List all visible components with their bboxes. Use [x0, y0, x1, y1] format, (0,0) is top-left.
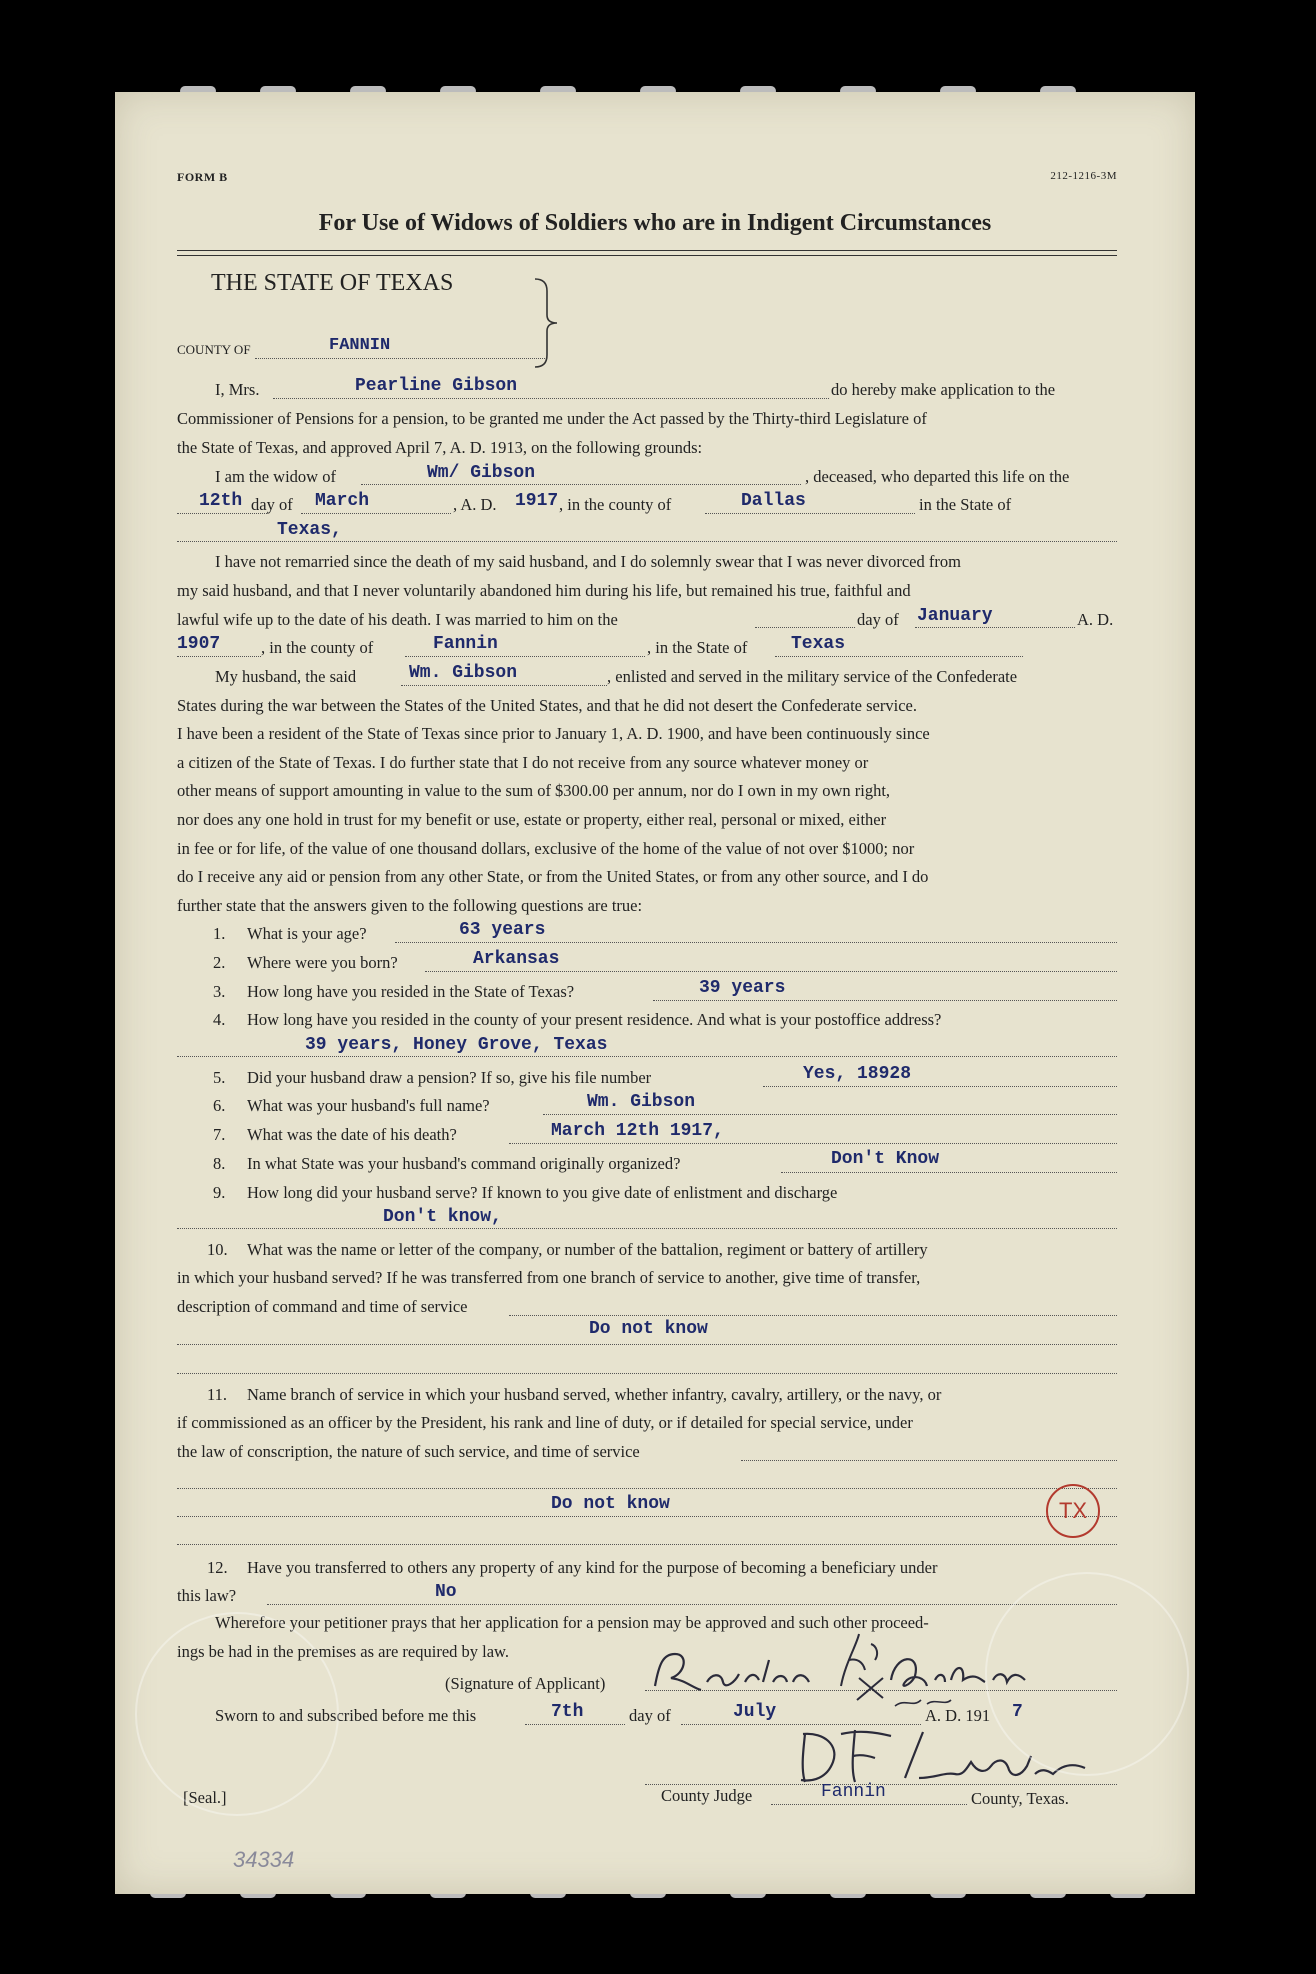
- line4-suffix: , deceased, who departed this life on the: [805, 467, 1070, 486]
- para3-prefix: My husband, the said: [215, 667, 357, 686]
- q6-text: What was your husband's full name?: [247, 1096, 490, 1115]
- q12-line: [267, 1604, 1117, 1605]
- sworn-ad: A. D. 191: [925, 1706, 991, 1725]
- closing-line1: Wherefore your petitioner prays that her application for a pension may be approved and such other proceed-: [215, 1613, 929, 1632]
- death-state: Texas,: [277, 520, 342, 540]
- para3-suffix: , enlisted and served in the military service of the Confederate: [607, 667, 1018, 686]
- q7-num: 7.: [213, 1125, 226, 1144]
- sworn-prefix: Sworn to and subscribed before me this: [215, 1706, 477, 1725]
- para2-line2: my said husband, and that I never voluntarily abandoned him during his life, but remained his true, faithful and: [177, 581, 911, 600]
- q4-answer: 39 years, Honey Grove, Texas: [305, 1035, 608, 1055]
- q11-num: 11.: [207, 1385, 228, 1404]
- husband-line: [361, 484, 801, 485]
- husband-name-2: Wm. Gibson: [409, 663, 518, 683]
- para3-line2: States during the war between the States of the United States, and that he did not desert the Confederate service.: [177, 696, 917, 715]
- q7-answer: March 12th 1917,: [551, 1121, 724, 1141]
- q11-answer: Do not know: [551, 1494, 670, 1514]
- q1-line: [395, 942, 1117, 943]
- county-line: [255, 358, 545, 359]
- para3-line3: I have been a resident of the State of Texas since prior to January 1, A. D. 1900, and have been continuously since: [177, 724, 930, 743]
- q3-line: [653, 1000, 1117, 1001]
- q12-text-l1: Have you transferred to others any property of any kind for the purpose of becoming a beneficiary under: [247, 1558, 938, 1577]
- form-number: 212-1216-3M: [1050, 170, 1117, 182]
- q10-text-l2: in which your husband served? If he was transferred from one branch of service to another, give time of transfer,: [177, 1268, 921, 1287]
- q4-num: 4.: [213, 1010, 226, 1029]
- para2-day-of: day of: [857, 610, 899, 629]
- in-county-of: , in the county of: [559, 495, 672, 514]
- sworn-month: July: [733, 1702, 777, 1722]
- marriage-county-line: [405, 656, 645, 657]
- marriage-month: January: [917, 606, 993, 626]
- q5-answer: Yes, 18928: [803, 1064, 912, 1084]
- form-title: For Use of Widows of Soldiers who are in Indigent Circumstances: [318, 210, 992, 236]
- ad-label: , A. D.: [453, 495, 497, 514]
- death-year: 1917: [515, 491, 559, 511]
- q11-text-l2: if commissioned as an officer by the President, his rank and line of duty, or if detailed for special service, under: [177, 1413, 913, 1432]
- marriage-state: Texas: [791, 634, 846, 654]
- seal-label: [Seal.]: [183, 1788, 227, 1807]
- signature-label: (Signature of Applicant): [445, 1674, 606, 1693]
- marriage-year: 1907: [177, 634, 221, 654]
- judge-county: Fannin: [821, 1782, 886, 1802]
- q10-text-l3: description of command and time of service: [177, 1297, 468, 1316]
- para2-ad: A. D.: [1077, 610, 1114, 629]
- sworn-day-of: day of: [629, 1706, 671, 1725]
- judge-county-line: [771, 1804, 967, 1805]
- death-month: March: [315, 491, 370, 511]
- q8-line: [781, 1172, 1117, 1173]
- q10-line-1: [509, 1315, 1117, 1316]
- line1-suffix: do hereby make application to the: [831, 380, 1056, 399]
- embossed-seal-left: [135, 1612, 339, 1816]
- q12-num: 12.: [207, 1558, 228, 1577]
- title-rule-2: [177, 255, 1117, 256]
- para2-county: , in the county of: [261, 638, 374, 657]
- q1-num: 1.: [213, 924, 226, 943]
- title-rule: [177, 250, 1117, 251]
- tx-stamp: TX: [1046, 1484, 1100, 1538]
- q11-line-2: [177, 1488, 1117, 1489]
- q11-line-4: [177, 1544, 1117, 1545]
- q8-answer: Don't Know: [831, 1149, 940, 1169]
- q9-text: How long did your husband serve? If known to you give date of enlistment and discharge: [247, 1183, 838, 1202]
- line1-prefix: I, Mrs.: [215, 380, 260, 399]
- judge-suffix: County, Texas.: [971, 1789, 1069, 1808]
- q4-text: How long have you resided in the county of your present residence. And what is your postoffice address?: [247, 1010, 942, 1029]
- marriage-state-line: [775, 656, 1023, 657]
- q5-line: [763, 1086, 1117, 1087]
- death-county-line: [705, 513, 915, 514]
- day-of: day of: [251, 495, 293, 514]
- para2-line1: I have not remarried since the death of my said husband, and I do solemnly swear that I was never divorced from: [215, 552, 961, 571]
- q6-num: 6.: [213, 1096, 226, 1115]
- line3: the State of Texas, and approved April 7, A. D. 1913, on the following grounds:: [177, 438, 703, 457]
- closing-line2: ings be had in the premises as are required by law.: [177, 1642, 510, 1661]
- q7-text: What was the date of his death?: [247, 1125, 457, 1144]
- q10-text-l1: What was the name or letter of the company, or number of the battalion, regiment or battery of artillery: [247, 1240, 928, 1259]
- para2-line3: lawful wife up to the date of his death. I was married to him on the: [177, 610, 618, 629]
- county-value: FANNIN: [329, 336, 391, 355]
- q3-answer: 39 years: [699, 978, 786, 998]
- q12-answer: No: [435, 1582, 457, 1602]
- q9-num: 9.: [213, 1183, 226, 1202]
- death-month-line: [301, 513, 451, 514]
- q1-answer: 63 years: [459, 920, 546, 940]
- death-day: 12th: [199, 491, 243, 511]
- para3-line9: further state that the answers given to the following questions are true:: [177, 896, 643, 915]
- brace-icon: [533, 277, 563, 369]
- para3-line4: a citizen of the State of Texas. I do further state that I do not receive from any source whatever money or: [177, 753, 869, 772]
- document-sheet: [115, 92, 1195, 1894]
- q2-num: 2.: [213, 953, 226, 972]
- applicant-line: [273, 398, 829, 399]
- q2-text: Where were you born?: [247, 953, 398, 972]
- form-label: FORM B: [177, 170, 228, 184]
- para3-line6: nor does any one hold in trust for my benefit or use, estate or property, either real, personal or mixed, either: [177, 810, 887, 829]
- q11-text-l1: Name branch of service in which your husband served, whether infantry, cavalry, artillery, or the navy, or: [247, 1385, 942, 1404]
- q10-line-2: [177, 1344, 1117, 1345]
- applicant-name: Pearline Gibson: [355, 376, 518, 396]
- county-label: COUNTY OF: [177, 342, 251, 357]
- husband-name-1: Wm/ Gibson: [427, 463, 536, 483]
- in-state-of: in the State of: [919, 495, 1012, 514]
- para3-line5: other means of support amounting in value to the sum of $300.00 per annum, nor do I own in my own right,: [177, 781, 891, 800]
- death-county: Dallas: [741, 491, 806, 511]
- sworn-year-digit: 7: [1012, 1702, 1023, 1722]
- q10-line-3: [177, 1373, 1117, 1374]
- q11-text-l3: the law of conscription, the nature of such service, and time of service: [177, 1442, 640, 1461]
- line4-prefix: I am the widow of: [215, 467, 336, 486]
- q11-line-3: [177, 1516, 1117, 1517]
- marriage-county: Fannin: [433, 634, 498, 654]
- line2: Commissioner of Pensions for a pension, to be granted me under the Act passed by the Thirty-third Legislature of: [177, 409, 927, 428]
- para2-state: , in the State of: [647, 638, 748, 657]
- pencil-file-number: 34334: [233, 1847, 295, 1872]
- sworn-day-line: [525, 1724, 625, 1725]
- q5-num: 5.: [213, 1068, 226, 1087]
- q6-line: [543, 1114, 1117, 1115]
- q6-answer: Wm. Gibson: [587, 1092, 696, 1112]
- q9-answer: Don't know,: [383, 1207, 502, 1227]
- q1-text: What is your age?: [247, 924, 367, 943]
- state-heading: THE STATE OF TEXAS: [211, 270, 454, 296]
- q4-line: [177, 1056, 1117, 1057]
- q10-num: 10.: [207, 1240, 228, 1259]
- husband-line-2: [401, 685, 607, 686]
- sworn-day: 7th: [551, 1702, 584, 1722]
- q8-text: In what State was your husband's command originally organized?: [247, 1154, 681, 1173]
- q8-num: 8.: [213, 1154, 226, 1173]
- para3-line8: do I receive any aid or pension from any other State, or from the United States, or from any other source, and I do: [177, 867, 929, 886]
- q7-line: [509, 1143, 1117, 1144]
- q2-line: [425, 971, 1117, 972]
- q11-line-1: [741, 1460, 1117, 1461]
- q3-num: 3.: [213, 982, 226, 1001]
- para3-line7: in fee or for life, of the value of one thousand dollars, exclusive of the home of the value of not over $1000; nor: [177, 839, 915, 858]
- marriage-month-line: [915, 627, 1075, 628]
- marriage-year-line: [177, 656, 261, 657]
- marriage-day-line: [755, 627, 855, 628]
- q3-text: How long have you resided in the State of Texas?: [247, 982, 575, 1001]
- q2-answer: Arkansas: [473, 949, 560, 969]
- q9-line: [177, 1228, 1117, 1229]
- q12-text-l2: this law?: [177, 1586, 237, 1605]
- death-state-line: [177, 541, 1117, 542]
- judge-label: County Judge: [661, 1786, 753, 1805]
- embossed-seal-right: [985, 1572, 1189, 1776]
- q5-text: Did your husband draw a pension? If so, give his file number: [247, 1068, 652, 1087]
- q10-answer: Do not know: [589, 1319, 708, 1339]
